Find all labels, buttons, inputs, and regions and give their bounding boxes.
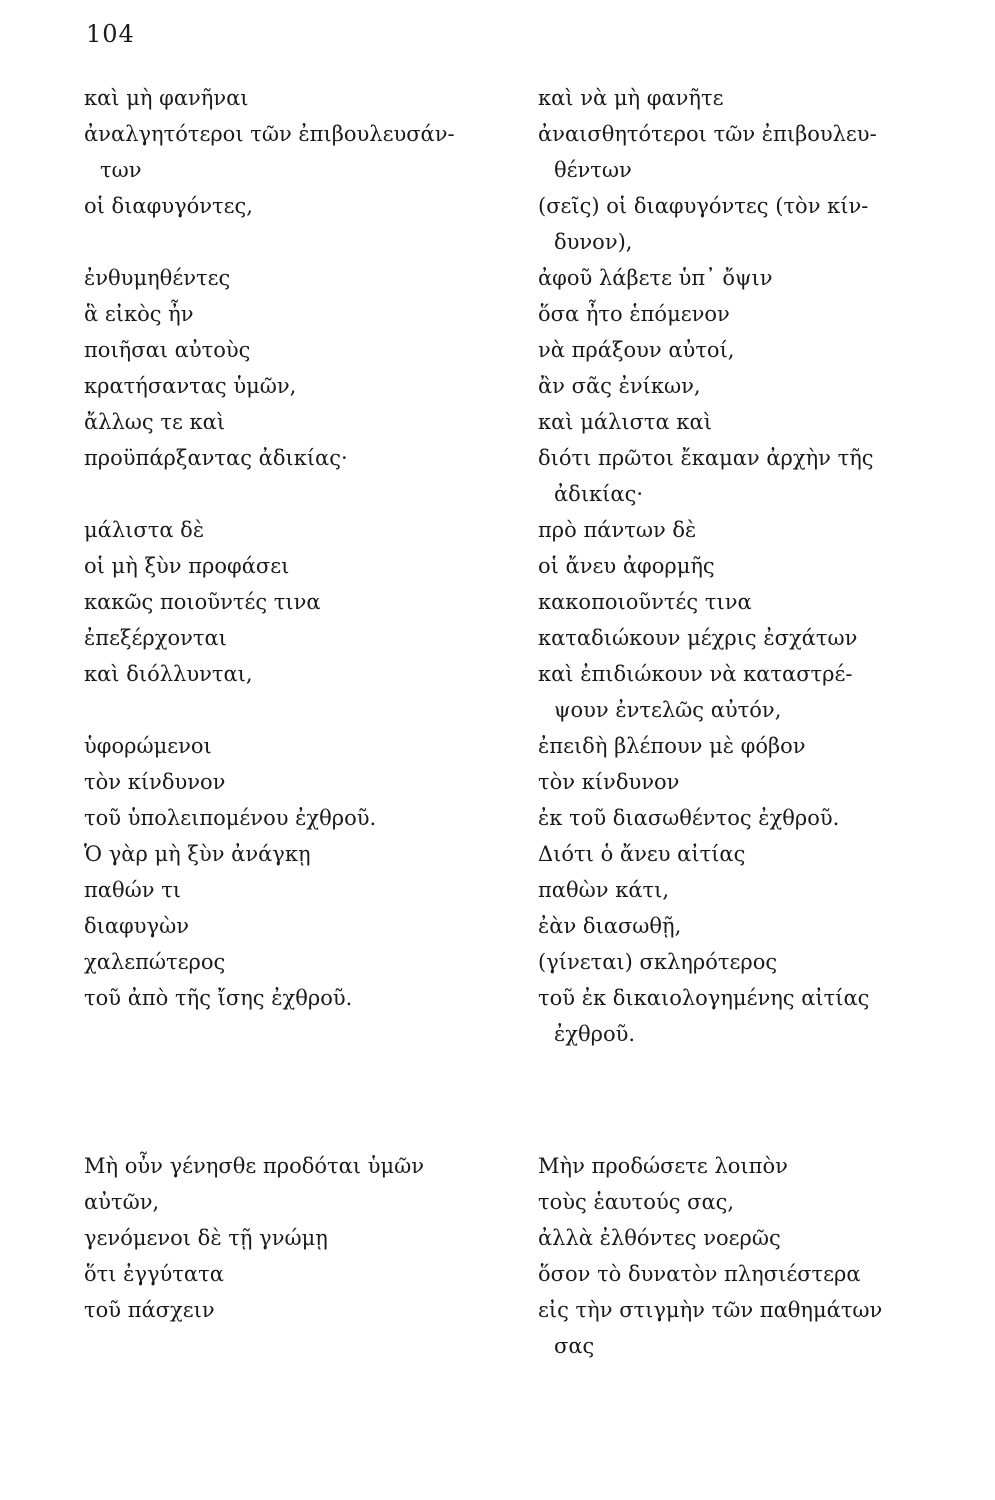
translation-line: (γίνεται) σκληρότερος [538, 950, 778, 974]
modern-translation-column [538, 80, 968, 1052]
ancient-line: ἃ εἰκὸς ἦν [84, 302, 194, 326]
translation-line: ὅσον τὸ δυνατὸν πλησιέστερα [538, 1262, 861, 1286]
translation-line: σας [554, 1334, 595, 1358]
translation-line: Μὴν προδώσετε λοιπὸν [538, 1154, 788, 1178]
ancient-line: οἱ μὴ ξὺν προφάσει [84, 554, 290, 578]
translation-line: ἐχθροῦ. [554, 1022, 636, 1046]
ancient-line: ἀναλγητότεροι τῶν ἐπιβουλευσάν- [84, 122, 455, 146]
translation-line: πρὸ πάντων δὲ [538, 518, 697, 542]
ancient-line: οἱ διαφυγόντες, [84, 194, 253, 218]
ancient-line: των [100, 158, 142, 182]
translation-line: τοῦ ἐκ δικαιολογημένης αἰτίας [538, 986, 870, 1010]
translation-line: θέντων [554, 158, 632, 182]
translation-line: ἀδικίας· [554, 482, 644, 506]
translation-line: ψουν ἐντελῶς αὐτόν, [554, 698, 782, 722]
ancient-line: μάλιστα δὲ [84, 518, 205, 542]
ancient-line: ὑφορώμενοι [84, 734, 212, 758]
ancient-line: τοῦ πάσχειν [84, 1298, 215, 1322]
ancient-line: τὸν κίνδυνον [84, 770, 226, 794]
ancient-line: Μὴ οὖν γένησθε προδόται ὑμῶν [84, 1154, 425, 1178]
translation-line: ἀναισθητότεροι τῶν ἐπιβουλευ- [538, 122, 877, 146]
ancient-line: τοῦ ἀπὸ τῆς ἴσης ἐχθροῦ. [84, 986, 353, 1010]
ancient-line: παθών τι [84, 878, 182, 902]
modern-translation-column [538, 1148, 968, 1364]
ancient-line: Ὁ γὰρ μὴ ξὺν ἀνάγκῃ [84, 842, 311, 866]
ancient-line: τοῦ ὑπολειπομένου ἐχθροῦ. [84, 806, 377, 830]
ancient-line: αὐτῶν, [84, 1190, 160, 1214]
translation-line: διότι πρῶτοι ἔκαμαν ἀρχὴν τῆς [538, 446, 874, 470]
translation-line: ἀφοῦ λάβετε ὑπ᾽ ὄψιν [538, 266, 773, 290]
ancient-line: χαλεπώτερος [84, 950, 226, 974]
ancient-line: ποιῆσαι αὐτοὺς [84, 338, 251, 362]
ancient-text-column [84, 1148, 504, 1328]
translation-line: κακοποιοῦντές τινα [538, 590, 752, 614]
ancient-line: ἄλλως τε καὶ [84, 410, 226, 434]
translation-line: καταδιώκουν μέχρις ἐσχάτων [538, 626, 858, 650]
translation-line: δυνον), [554, 230, 633, 254]
translation-line: (σεῖς) οἱ διαφυγόντες (τὸν κίν- [538, 194, 869, 218]
ancient-line: καὶ μὴ φανῆναι [84, 86, 249, 110]
translation-line: ἐκ τοῦ διασωθέντος ἐχθροῦ. [538, 806, 840, 830]
translation-line: καὶ νὰ μὴ φανῆτε [538, 86, 724, 110]
translation-line: Διότι ὁ ἄνευ αἰτίας [538, 842, 746, 866]
ancient-line: προϋπάρξαντας ἀδικίας· [84, 446, 348, 470]
stanza-break [84, 476, 504, 512]
ancient-text-column [84, 80, 504, 1016]
ancient-line: διαφυγὼν [84, 914, 189, 938]
translation-line: ὅσα ἦτο ἑπόμενον [538, 302, 730, 326]
translation-line: τὸν κίνδυνον [538, 770, 680, 794]
translation-line: ἐὰν διασωθῇ, [538, 914, 682, 938]
ancient-line: κρατήσαντας ὑμῶν, [84, 374, 297, 398]
stanza-break [84, 224, 504, 260]
ancient-line: ὅτι ἐγγύτατα [84, 1262, 224, 1286]
translation-line: καὶ μάλιστα καὶ [538, 410, 712, 434]
page-number: 104 [86, 20, 135, 48]
translation-line: ἂν σᾶς ἐνίκων, [538, 374, 701, 398]
ancient-line: ἐνθυμηθέντες [84, 266, 231, 290]
ancient-line: καὶ διόλλυνται, [84, 662, 253, 686]
ancient-line: ἐπεξέρχονται [84, 626, 227, 650]
translation-line: εἰς τὴν στιγμὴν τῶν παθημάτων [538, 1298, 883, 1322]
translation-line: ἀλλὰ ἐλθόντες νοερῶς [538, 1226, 781, 1250]
ancient-line: γενόμενοι δὲ τῇ γνώμῃ [84, 1226, 328, 1250]
translation-line: ἐπειδὴ βλέπουν μὲ φόβον [538, 734, 806, 758]
translation-line: νὰ πράξουν αὐτοί, [538, 338, 735, 362]
stanza-break [84, 692, 504, 728]
translation-line: παθὼν κάτι, [538, 878, 670, 902]
translation-line: καὶ ἐπιδιώκουν νὰ καταστρέ- [538, 662, 853, 686]
translation-line: οἱ ἄνευ ἀφορμῆς [538, 554, 715, 578]
translation-line: τοὺς ἑαυτούς σας, [538, 1190, 735, 1214]
ancient-line: κακῶς ποιοῦντές τινα [84, 590, 321, 614]
